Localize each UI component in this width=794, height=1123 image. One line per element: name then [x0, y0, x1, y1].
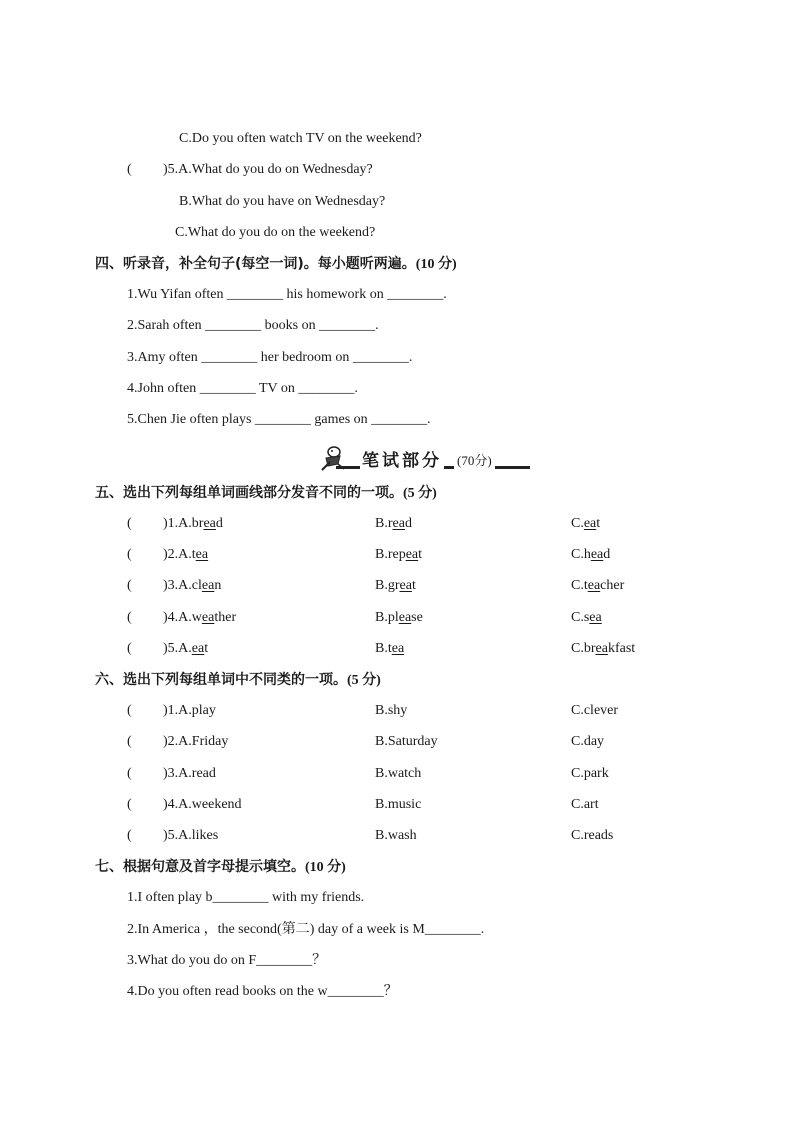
answer-blank[interactable]: (: [127, 766, 132, 781]
q3-5-option-b: B.What do you have on Wednesday?: [179, 194, 386, 209]
q3-4-option-c: C.Do you often watch TV on the weekend?: [179, 131, 422, 146]
section-6-title: 六、选出下列每组单词中不同类的一项。(5 分): [95, 672, 381, 688]
answer-blank[interactable]: (: [127, 797, 132, 812]
answer-blank[interactable]: (: [127, 578, 132, 593]
answer-blank[interactable]: (: [127, 516, 132, 531]
answer-blank[interactable]: (: [127, 610, 132, 625]
q3-5-row: ( )5.A.What do you do on Wednesday?: [127, 162, 373, 177]
sec7-item-1: 1.I often play b________ with my friends.: [127, 890, 365, 905]
sec7-item-3: 3.What do you do on F________？: [127, 953, 327, 968]
pencil-figure-icon: [318, 444, 348, 472]
sec4-item-4: 4.John often ________ TV on ________.: [127, 381, 358, 396]
sec4-item-3: 3.Amy often ________ her bedroom on ________.: [127, 350, 413, 365]
answer-blank[interactable]: (: [127, 828, 132, 843]
section-4-title: 四、听录音，补全句子(每空一词)。每小题听两遍。(10 分): [95, 256, 457, 272]
sec4-item-1: 1.Wu Yifan often ________ his homework on ________.: [127, 287, 447, 302]
sec7-item-4: 4.Do you often read books on the w________？: [127, 984, 398, 999]
banner-score: (70分): [454, 450, 495, 469]
sec4-item-2: 2.Sarah often ________ books on ________.: [127, 318, 379, 333]
banner-title: 笔试部分: [360, 446, 444, 471]
answer-blank[interactable]: (: [127, 162, 132, 177]
answer-blank[interactable]: (: [127, 703, 132, 718]
answer-blank[interactable]: (: [127, 641, 132, 656]
answer-blank[interactable]: (: [127, 547, 132, 562]
sec4-item-5: 5.Chen Jie often plays ________ games on ________.: [127, 412, 431, 427]
written-part-banner: [318, 444, 530, 472]
section-7-title: 七、根据句意及首字母提示填空。(10 分): [95, 859, 346, 875]
section-5-title: 五、选出下列每组单词画线部分发音不同的一项。(5 分): [95, 485, 437, 501]
answer-blank[interactable]: (: [127, 734, 132, 749]
q3-5-option-c: C.What do you do on the weekend?: [175, 225, 376, 240]
sec7-item-2: 2.In America ，the second(第二) day of a week is M________.: [127, 922, 485, 937]
